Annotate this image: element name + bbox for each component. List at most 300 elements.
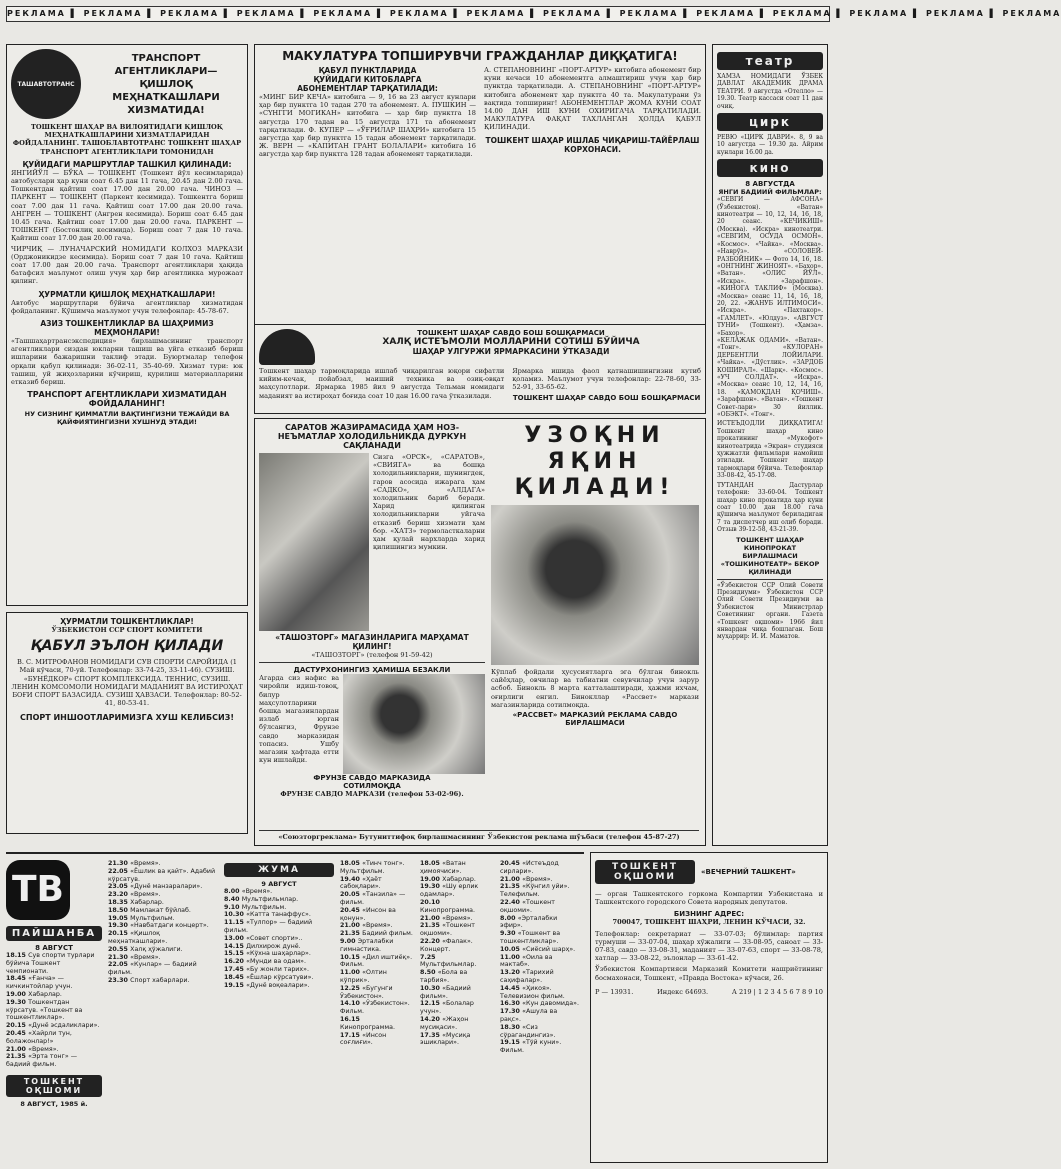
tv-program-time: 16.30 — [500, 1000, 523, 1008]
makulatura-body: «МИНГ БИР КЕЧА» китобига — 9, 16 ва 23 август кунлари ҳар бир пунктга 10 тадан 270 та абонемент. А. ПУШКИН — «СҮНГГИ МОГИКАН» китобига — ҳар бир пунктга 18 августда 170 тадан ва 15 августда 171 та абонемент тарқатилади. Ф. КУПЕР — «ЎҒРИЛАР ШАҲРИ» китобига 15 августда ҳар бир пунктга 15 тадан абонемент тарқатилади. Ж. ВЕРН — «КАПИТАН ГРАНТ БОЛАЛАРИ» китобига 16 августда ҳар бир пунктга 128 тадан абонемент тарқатилади. — [259, 93, 476, 159]
tv-program-item — [340, 1032, 414, 1048]
phones: Телефонлар: секретариат — 33-07-03; бўлимлар: партия турмуши — 33-07-04, шаҳар хўжалиги — 33-08-95, саноат — 33-07-83, савдо — 33-08-31, маданият — 33-07-63, спорт — 33-08-78, хатлар — 33-08-22, эълонлар — 33-61-42. — [595, 929, 823, 963]
routes-body-2: ЧИРЧИҚ — ЛУНАЧАРСКИЙ НОМИДАГИ КОЛХОЗ МАРКАЗИ (Орджоникидзе кесимида). Бориш соат 7 дан 10 гача. Қайтиш соат 17.00 дан 20.00 гача. Транспорт агентликлари ҳақида батафсил маълумот олиш учун ҳар бир агентликка мурожаат қилинг. — [11, 244, 243, 286]
tiraj: А 219 | 1 2 3 4 5 6 7 8 9 10 — [731, 987, 823, 996]
tv-program-item — [420, 1032, 494, 1048]
tv-program-item — [420, 922, 494, 938]
makulatura-sub: ҚАБУЛ ПУНКТЛАРИДА — [318, 66, 417, 75]
tv-program-title: «Сиёсий шарҳ». — [522, 945, 576, 953]
tv-program-title: «Кунлар» — бадиий фильм. — [108, 961, 197, 977]
tv-program-time: 8.40 — [224, 895, 242, 903]
tv-program-time: 13.20 — [500, 969, 523, 977]
tv-program-item — [108, 946, 218, 954]
tv-program-item — [500, 946, 580, 954]
tv-program-item — [224, 896, 334, 904]
tv-program-title: «Навбатдаги концерт». — [130, 922, 209, 930]
tv-program-title: Бадиий фильм. — [362, 930, 413, 938]
tv-program-title: Эрталабки гимнастика. — [340, 937, 394, 953]
tv-program-title: Хабарлар. — [130, 898, 164, 906]
masthead-logo: ТОШКЕНТ ОҚШОМИ — [595, 860, 695, 884]
tv-program-time: 21.30 — [108, 860, 131, 867]
tv-program-item — [6, 991, 102, 999]
tv-program-item — [500, 1008, 580, 1024]
tv-program-time: 22.05 — [108, 867, 131, 875]
tv-column-4 — [340, 860, 414, 1047]
tv-program-time: 18.30 — [500, 1023, 523, 1031]
tv-friday-banner: ЖУМА — [224, 863, 334, 877]
tv-program-item — [500, 860, 580, 876]
makulatura-title: МАКУЛАТУРА ТОПШИРУВЧИ ГРАЖДАНЛАР ДИҚҚАТИГА! — [282, 49, 678, 63]
tv-program-time: 18.35 — [108, 898, 131, 906]
tv-footer-date: 8 АВГУСТ, 1985 й. — [20, 1099, 88, 1108]
fair-ad — [254, 324, 706, 414]
tv-program-time: 23.20 — [108, 891, 131, 899]
tv-program-item — [340, 876, 414, 892]
tv-program-item — [108, 922, 218, 930]
tv-program-item — [420, 883, 494, 899]
tv-program-time: 21.35 — [340, 930, 363, 938]
tv-program-title: «Дунё эсдаликлари». — [28, 1022, 100, 1030]
print-info: Ўзбекистон Компартияси Марказий Комитети нашриётининг босмахонаси, Тошкент, «Правда Востока» кўчаси, 26. — [595, 965, 823, 982]
newspaper-page — [6, 6, 1061, 1163]
tv-program-time: 16.15 — [340, 1015, 360, 1023]
tv-day-banner: ПАЙШАНБА — [6, 926, 102, 941]
tv-program-time: 10.30 — [420, 984, 443, 992]
tv-program-time: 17.15 — [340, 1031, 363, 1039]
tv-program-title: «Дунё воқеалари». — [246, 981, 310, 989]
tv-program-title: «Олтин кўприк». — [340, 969, 387, 984]
tv-program-time: 18.05 — [340, 860, 363, 867]
entertainment-column — [712, 44, 828, 846]
tv-program-title: «Время». — [28, 1045, 59, 1053]
fridge-photo — [259, 453, 369, 631]
tv-program-time: 18.50 — [108, 906, 131, 914]
tv-program-title: «Танзила» — фильм. — [340, 891, 406, 906]
tv-program-time: 20.45 — [6, 1029, 29, 1037]
tv-program-time: 11.00 — [500, 953, 523, 961]
routes2-title: ҲУРМАТЛИ ҚИШЛОҚ МЕҲНАТКАШЛАРИ! — [38, 289, 216, 299]
tv-program-title: «Дил иштиёқ». Фильм. — [340, 953, 413, 969]
binocular-photo — [491, 505, 699, 665]
tv-program-title: «Мусиқа эшиклари». — [420, 1031, 471, 1047]
tv-program-time: 19.30 — [6, 998, 29, 1006]
tv-program-title: «Ҳаёт сабоқлари». — [340, 875, 382, 891]
tv-program-item — [224, 950, 334, 958]
logo-text: ТАШАВТОТРАНС — [17, 80, 75, 88]
tv-program-title: «Время». — [130, 891, 161, 899]
tv-program-item — [500, 883, 580, 899]
tv-program-time: 11.15 — [224, 919, 247, 927]
fair-foot: ТОШКЕНТ ШАҲАР САВДО БОШ БОШҚАРМАСИ — [512, 393, 701, 402]
fair-sub: ШАҲАР УЛГУРЖИ ЯРМАРКАСИНИ ЎТКАЗАДИ — [412, 347, 610, 356]
tv-program-time: 19.30 — [108, 922, 131, 930]
tv-program-item — [420, 1016, 494, 1032]
cinema-date: 8 АВГУСТДА — [745, 180, 795, 189]
circus-banner: цирк — [717, 113, 823, 131]
tv-program-item — [6, 1046, 102, 1054]
tv-program-item — [6, 999, 102, 1022]
tv-program-time: 21.35 — [420, 922, 443, 930]
tv-program-time: 23.05 — [108, 883, 131, 891]
address-head: БИЗНИНГ АДРЕС: — [673, 910, 745, 919]
tv-program-title: «Қишлоқ меҳнаткашлари». — [108, 930, 168, 945]
tv-program-time: 13.00 — [224, 934, 247, 942]
sport-body: В. С. МИТРОФАНОВ НОМИДАГИ СУВ СПОРТИ САРОЙИДА (1 Май кўчаси, 70-уй. Телефонлар: 33-74-25, 33-11-46). СУЗИШ. «БУНЁДКОР» СПОРТ КОМПЛЕКСИДА. ТЕННИС, СУЗИШ. ЛЕНИН КОМСОМОЛИ НОМИДАГИ МАДАНИЯТ ВА ИСТИРОҲАТ БОҒИ СПОРТ БАЗАСИДА. СУЗИШ ҲАВЗАСИ. Телефонлар: 80-52-41, 80-53-41. — [11, 658, 243, 708]
tv-program-time: 21.00 — [500, 875, 523, 883]
routes-title: ҚУЙИДАГИ МАРШРУТЛАР ТАШКИЛ ҚИЛИНАДИ: — [22, 159, 232, 169]
tv-program-time: 17.45 — [224, 965, 247, 973]
tv-program-time: 19.40 — [340, 875, 363, 883]
tv-program-item — [500, 954, 580, 970]
tv-program-title: «Кўхна шаҳарлар». — [246, 950, 311, 958]
sport-head: ҲУРМАТЛИ ТОШКЕНТЛИКЛАР! — [60, 617, 194, 626]
tv-footer-logo: ТОШКЕНТ ОҚШОМИ — [6, 1075, 102, 1097]
tv-program-time: 12.25 — [340, 984, 363, 992]
tv-program-title: Мультфильмлар. — [241, 895, 299, 903]
editorial-note: «Ўзбекистон ССР Олий Совети Президиуми» Ўзбекистон ССР Олий Совети Президиуми ва Ўзбекистон Министрлар Советининг органи. Газета «Тошкент оқшоми» 1966 йил январдан чиқа бошлаган. Бош муҳаррир: И. И. Маматов. — [717, 579, 823, 641]
cinema-body3: ИСТЕЪДОДЛИ ДИҚҚАТИГА! Тошкент шаҳар кино прокатининг «Мукофот» кинотеатрида «Экран» студияси ҳужжатли фильмлари намойиш этилади. Тошкент шаҳар тармоқлари бўйича. Телефонлар 33-08-42, 45-17-08. — [717, 420, 823, 480]
tv-program-title: «Ғанча» — кичкинтойлар учун. — [6, 975, 73, 991]
tv-program-time: 10.30 — [224, 911, 247, 919]
tv-program-item — [108, 977, 218, 985]
tv-program-title: «Бугунги Ўзбекистон». — [340, 984, 393, 1000]
tv-program-title: «Инсон соғлиғи». — [340, 1031, 387, 1047]
sport-sub: ЎЗБЕКИСТОН ССР СПОРТ КОМИТЕТИ — [51, 626, 203, 634]
tv-program-time: 7.25 — [420, 953, 436, 961]
tv-program-time: 20.45 — [340, 906, 363, 914]
tv-program-time: 11.00 — [340, 969, 363, 977]
makulatura-ad — [254, 44, 706, 328]
tv-program-title: «Инсон ва қонун». — [340, 906, 396, 922]
tv-program-title: «Жаҳон мусиқаси». — [420, 1015, 469, 1031]
tv-program-time: 19.00 — [6, 990, 29, 998]
tv-program-item — [108, 961, 218, 977]
tv-column-6 — [500, 860, 580, 1055]
tv-program-time: 14.10 — [340, 1000, 363, 1008]
tv-program-title: «Фалак». Концерт. — [420, 937, 473, 953]
tv-program-title: Тошкентдан кўрсатув. «Тошкент ва тошкентликлар». — [6, 998, 83, 1022]
tv-program-item — [340, 985, 414, 1001]
tv-program-title: «Сиз сўрагандингиз». — [500, 1023, 556, 1039]
tv-program-time: 14.45 — [500, 984, 523, 992]
tv-program-title: «Бола ва тарбия». — [420, 969, 468, 984]
tv-program-item — [108, 868, 218, 884]
tv-program-title: «Тинч тонг». Мультфильм. — [340, 860, 405, 875]
routes-body: ЯНГИЙЎЛ — БЎКА — ТОШКЕНТ (Тошкент йўл кесимларида) автобуслари ҳар куни соат 6.45 дан 11 гача, 20.45 дан 2.00 гача. Тошкентдан қайтиш соат 17.00 дан 20.00 гача. ЧИНОЗ — ПАРКЕНТ — ТОШКЕНТ (Паркент кесимида). Тошкентга бориш соат 7.00 дан 11 гача. Қайтиш соат 17.00 дан 20.00 гача. АНГРЕН — ТОШКЕНТ (Ангрен кесимида). Бориш соат 6.45 дан 10.45 гача. Қайтиш соат 17.00 дан 20.00 гача. ПАРКЕНТ — ТОШКЕНТ (Бостонлиқ кесимида). Бориш соат 7 дан 10 гача. Қайтиш соат 17.00 дан 20.00 гача. — [11, 168, 243, 243]
tv-program-title: «Совет спорти».. — [246, 934, 303, 942]
tv-program-item — [340, 907, 414, 923]
tv-program-time: 19.15 — [224, 981, 247, 989]
tv-program-time: 17.35 — [420, 1031, 443, 1039]
cinema-banner: кино — [717, 159, 823, 177]
tv-program-item — [224, 982, 334, 990]
tv-column-5 — [420, 860, 494, 1047]
fair-body: Тошкент шаҳар тармоқларида ишлаб чиқарилган юқори сифатли кийим-кечак, пойабзал, маиший техника ва озиқ-овқат маҳсулотлари. Ярмарка 1985 йил 9 августда Тельман номидаги маданият ва истироҳат боғида соат 10 дан 16.00 гача ўтказилади. — [259, 367, 505, 400]
tv-program-time: 20.45 — [500, 860, 523, 867]
tv-program-item — [108, 907, 218, 915]
tv-program-time: 14.20 — [420, 1015, 443, 1023]
tv-program-item — [6, 975, 102, 991]
tv-program-time: 12.15 — [420, 1000, 443, 1008]
tv-program-item — [108, 930, 218, 946]
circus-body: РЕВЮ «ЦИРК ДАВРИ». 8, 9 ва 10 августда — 19.30 да. Айрим кунлари 16.00 да. — [717, 134, 823, 156]
tv-program-title: Мамлакат бўйлаб. — [130, 906, 191, 914]
tv-program-item — [500, 899, 580, 915]
tv-program-title: Спорт хабарлари. — [130, 976, 190, 984]
tv-program-item — [500, 1000, 580, 1008]
tv-program-title: «Ёшлар кўрсатуви». — [246, 973, 314, 981]
tv-program-title: «Время». — [522, 875, 553, 883]
tv-program-title: «Время». — [362, 922, 393, 930]
tv-program-title: «Кун давомида». — [522, 1000, 579, 1008]
makulatura-body2: А. СТЕПАНОВНИНГ «ПОРТ-АРТУР» китобига абонемент бир куни кечаси 10 абонементга алмаштириш учун ҳар бир пунктда тарқатилади. А. СТЕПАНОВНИНГ «ПОРТ-АРТУР» китобига абонемент ҳар пунктга 40 та. Макулатурани ўз вақтида топширинг! АБОНЕМЕНТЛАР ЖОМА КУНИ СОАТ 14.00 ДАН ИШ КУНИ ОХИРИГАЧА ТАРҚАТИЛАДИ. МАКУЛАТУРА ФАҚАТ ТАХЛАНГАН ҲОЛДА ҚАБУЛ ҚИЛИНАДИ. — [484, 66, 701, 132]
reklama-bottom-line: «Союзторгреклама» Бутуниттифоқ бирлашмасининг Ўзбекистон реклама шўъбаси (телефон 45-87-27) — [259, 830, 699, 841]
tv-program-item — [6, 1022, 102, 1030]
tv-program-time: 17.30 — [500, 1008, 523, 1016]
tv-column-3 — [224, 888, 334, 989]
tv-program-title: «Ўзбекистон». Фильм. — [340, 1000, 410, 1016]
cinema-body2: «КЕЛАЖАК ОДАМИ». «Ватан». «Тонг». «КУЛОРАН» ДЕРБЕНТЛИ ЛОЙИЛАРИ. «Чайка». «Дўстлик». «ЗАРДОБ КОШИРАЛ». «Шарқ». «Космос». «УЧ СОЛДАТ». «Искра». «Москва» сеанс 10, 12, 14, 16, 18. «ҚАМОҚДАН ҚОЧИШ». «Зарафшон». «Ватан». «Тошкент Совет-лари» 30 йиллик. «ОБЭКТ». «Тонг». — [717, 336, 823, 419]
tv-program-item — [340, 922, 414, 930]
tv-program-title: «Тошкент оқшоми». — [420, 922, 475, 938]
tv-column-1 — [6, 952, 102, 1069]
shop-tel: «ТАШОЗТОРГ» (телефон 91-59-42) — [311, 651, 433, 659]
tv-program-time: 20.15 — [108, 930, 131, 938]
tv-program-title: «Бу жонли тарих». — [246, 965, 309, 973]
tv-column-2 — [108, 860, 218, 985]
tv-program-item — [6, 952, 102, 975]
tv-program-title: Мультфильмлар. — [420, 961, 477, 969]
tv-program-time: 21.30 — [108, 953, 131, 961]
masthead-name-ru: «ВЕЧЕРНИЙ ТАШКЕНТ» — [701, 868, 796, 876]
tv-program-title: Мультфильм. — [241, 903, 287, 911]
tv-program-title: «Тошкент оқшоми». — [500, 898, 555, 914]
tv-program-title: «Хайрли тун, болажонлар!» — [6, 1029, 72, 1045]
address: 700047, ТОШКЕНТ ШАҲРИ, ЛЕНИН КЎЧАСИ, 32. — [612, 918, 806, 927]
tv-program-title: «Ҳикоя». Телевизион фильм. — [500, 984, 565, 1000]
tv-program-item — [420, 1000, 494, 1016]
transport-ad-body: ТОШКЕНТ ШАҲАР ВА ВИЛОЯТИДАГИ ҚИШЛОҚ МЕҲНАТКАШЛАРИНИ ХИЗМАТЛАРИДАН ФОЙДАЛАНИНГ. ТАШОБЛАВТОТРАНС ТОШКЕНТ ШАҲАР ТРАНСПОРТ АГЕНТЛИКЛАРИ ТОМОНИДАН — [12, 123, 242, 156]
tv-program-title: «Время». — [442, 914, 473, 922]
glass-foot: ФРУНЗЕ САВДО МАРКАЗИДА — [313, 774, 431, 783]
tv-program-item — [108, 899, 218, 907]
tv-program-time: 21.00 — [340, 922, 363, 930]
tv-program-time: 18.15 — [6, 952, 29, 959]
tv-program-item — [420, 969, 494, 985]
binocular-body: Кўплаб фойдали ҳусусиятларга эга бўлган бинокль сайёҳлар, овчилар ва табиатни севувчилар учун зарур асбоб. Бинокль 8 марта катталаштиради, ҳажми ихчам, оғирлиги енгил. Бинокллар «Рассвет» маркази магазинларида сотилмоқда. — [491, 668, 699, 709]
tv-program-item — [340, 938, 414, 954]
tv-program-item — [420, 876, 494, 884]
tv-program-title: Хабарлар. — [442, 875, 476, 883]
tv-program-item — [224, 919, 334, 935]
tv-program-title: «Бадиий фильм». — [420, 984, 471, 1000]
tv-program-time: 8.00 — [500, 914, 518, 922]
fridge-body: Сизга «ОРСК», «САРАТОВ», «СВИЯГА» ва бошқа холодильникларни, шунингдек, гаров асосида ижарага ҳам «САДКО», «АЛДАГА» холодильник бариб беради. Харид қилинган холодильникларни уйгача етказиб бериш хизмати ҳам бор. «ХАТЗ» термоласткаларни ҳам қулай нархларда харид қилишингиз мумкин. — [373, 453, 485, 552]
theatre-body: ХАМЗА НОМИДАГИ ЎЗБЕК ДАВЛАТ АКАДЕМИК ДРАМА ТЕАТРИ. 9 августда «Отелло» — 19.30. Театр кассаси соат 11 дан очиқ. — [717, 73, 823, 110]
fridge-title: САРАТОВ ЖАЗИРАМАСИДА ҲАМ НОЗ-НЕЪМАТЛАР ХОЛОДИЛЬНИКДА ДУРКУН САҚЛАНАДИ — [277, 423, 467, 450]
tv-program-item — [340, 1000, 414, 1016]
tv-date: 8 АВГУСТ — [35, 944, 73, 952]
tv-program-item — [420, 915, 494, 923]
tv-program-time: 8.00 — [224, 888, 242, 895]
routes2-foot2: НУ СИЗНИНГ ҚИММАТЛИ ВАҚТИНГИЗНИ ТЕЖАЙДИ ВА ҚАЙФИЯТИНГИЗНИ ХУШНУД ЭТАДИ! — [24, 410, 230, 427]
tv-program-title: «Эрталабки эфир». — [500, 914, 558, 930]
tv-program-time: 21.35 — [6, 1053, 29, 1061]
order-number: Р — 13931. — [595, 987, 634, 996]
tv-program-title: «Катта танаффус». — [246, 911, 311, 919]
tv-program-item — [108, 883, 218, 891]
tv-program-item — [500, 969, 580, 985]
tv-logo: ТВ — [6, 860, 70, 920]
cinema-foot2: «ТОШКИНОТЕАТР» БЕКОР ҚИЛИНАДИ — [720, 559, 820, 576]
tv-program-title: «Ватан ҳимоячиси». — [420, 860, 466, 875]
tashavtotrans-logo — [11, 49, 81, 119]
cinema-sub: ЯНГИ БАДИИЙ ФИЛЬМЛАР: — [718, 188, 822, 197]
tv-program-title: «Тарихий саҳифалар». — [500, 969, 554, 984]
tv-program-title: Кинопрограмма. — [420, 906, 476, 914]
tv-program-item — [420, 860, 494, 876]
sport-foot: СПОРТ ИНШООТЛАРИМИЗГА ХУШ КЕЛИБСИЗ! — [20, 713, 234, 723]
masthead — [590, 852, 828, 1163]
glass-title: ДАСТУРХОНИНГИЗ ҲАМИША БЕЗАКЛИ — [293, 666, 451, 675]
fair-org: ТОШКЕНТ ШАҲАР САВДО БОШ БОШҚАРМАСИ — [417, 329, 605, 337]
tv-program-time: 21.00 — [420, 914, 443, 922]
tv-program-time: 21.35 — [500, 883, 523, 891]
tv-program-item — [340, 891, 414, 907]
tv-program-item — [224, 904, 334, 912]
tv-program-title: «Ашула ва рақс». — [500, 1008, 558, 1023]
cinema-body: «СЕВГИ — АФСОНА» (Ўзбекистон). «Ватан» кинотеатри — 10, 12, 14, 16, 18, 20 сеанс. «КЕЧИКИШ» (Москва). «Искра» кинотеатри. «СЕВГИМ, ОСУДА ОСМОН». «Космос». «Чайка». «Москва». «Наврўз». «СОЛОВЕЙ-РАЗБОЙНИК» — Фото 14, 16, 18. «ОНГНИНГ ЖИНОЯТ». «Бахор». «Ватан». «ОЛИС ЙЎЛ». «Искра». «Зарафшон». «КИНОГА ТАКЛИФ» (Москва). «Москва» сеанс 11, 14, 16, 18, 20, 22. «ЖАНУБ ИЛТИМОСИ». «Искра». «Пахтакор». «ГАМЛЕТ». «Юлдуз». «АВГУСТ ТУНИ» (Тошкент). «Ҳамза». «Бахор». — [717, 196, 823, 337]
tv-program-time: 22.40 — [500, 898, 523, 906]
tv-program-time: 18.05 — [420, 860, 443, 867]
advertising-strip: РЕКЛАМА ▌ РЕКЛАМА ▌ РЕКЛАМА ▌ РЕКЛАМА ▌ РЕКЛАМА ▌ РЕКЛАМА ▌ РЕКЛАМА ▌ РЕКЛАМА ▌ РЕКЛАМА ▌ РЕКЛАМА ▌ РЕКЛАМА ▌ РЕКЛАМА ▌ РЕКЛАМА ▌ РЕКЛАМА — [6, 6, 830, 22]
tv-program-time: 20.05 — [340, 891, 363, 899]
tv-program-item — [420, 899, 494, 915]
makulatura-sub3: АБОНЕМЕНТЛАР ТАРҚАТИЛАДИ: — [297, 84, 438, 93]
transport-ad — [6, 44, 248, 606]
tv-program-time: 23.30 — [108, 976, 131, 984]
tv-program-title: «Эрта тонг» — бадиий фильм. — [6, 1053, 77, 1069]
tv-program-time: 21.00 — [6, 1045, 29, 1053]
tv-program-item — [420, 954, 494, 970]
tv-program-item — [340, 954, 414, 970]
tv-friday-date: 9 АВГУСТ — [261, 880, 297, 888]
tv-program-title: «Тўй куни». Фильм. — [500, 1039, 562, 1055]
glassware-photo — [343, 674, 485, 774]
masthead-desc: — орган Ташкентского горкома Компартии Узбекистана и Ташкентского городского Совета народных депутатов. — [595, 890, 823, 907]
tv-program-time: 14.15 — [224, 942, 247, 950]
tv-program-item — [500, 930, 580, 946]
tv-program-title: «Ёшлик ва қайт». Адабий кўрсатув. — [108, 867, 216, 883]
tv-program-title: Кинопрограмма. — [340, 1023, 396, 1031]
tv-program-time: 9.00 — [340, 937, 358, 945]
tv-program-item — [224, 974, 334, 982]
fair-logo — [259, 329, 315, 365]
tv-program-item — [6, 1053, 102, 1069]
tv-program-title: Мультфильм. — [130, 914, 175, 922]
tv-program-item — [340, 930, 414, 938]
tv-program-title: Сув спорти турлари бўйича Тошкент чемпионати. — [6, 952, 95, 975]
makulatura-body3: ТОШКЕНТ ШАҲАР ИШЛАБ ЧИҚАРИШ-ТАЙЁРЛАШ КОРХОНАСИ. — [485, 135, 700, 154]
binocular-title: УЗОҚНИ ЯҚИН ҚИЛАДИ! — [514, 423, 676, 500]
tv-program-item — [6, 1030, 102, 1046]
tv-program-item — [224, 888, 334, 896]
tv-program-time: 15.15 — [224, 950, 247, 958]
tv-program-title: Халқ ҳўжалиги. — [130, 945, 183, 953]
cinema-body4: ТУТАНДАН Дастурлар телефони: 33-60-04. Тошкент шаҳар кино прокатида ҳар куни соат 10.00 дан 18.00 гача қўшимча маълумот бериладиган 7 та диспетчер иш олиб боради. Отзыв 39-12-58, 43-21-39. — [717, 481, 823, 534]
tv-program-time: 16.20 — [224, 958, 247, 966]
tv-program-time: 20.55 — [108, 945, 131, 953]
tv-program-item — [108, 891, 218, 899]
fair-title: ХАЛҚ ИСТЕЪМОЛИ МОЛЛАРИНИ СОТИШ БЎЙИЧА — [382, 337, 640, 347]
theatre-banner: театр — [717, 52, 823, 70]
tv-program-item — [420, 938, 494, 954]
tv-program-item — [420, 985, 494, 1001]
tv-program-time: 9.10 — [224, 903, 242, 911]
tv-program-time: 19.30 — [420, 883, 443, 891]
tv-program-time: 22.20 — [420, 937, 443, 945]
tv-program-time: 8.50 — [420, 969, 438, 977]
tv-program-title: «Время». — [241, 888, 273, 895]
tv-program-title: «Мунди ва одам». — [246, 958, 306, 966]
tv-program-title: «Время». — [130, 860, 161, 867]
tv-program-title: Дилхирож дунё. — [246, 942, 301, 950]
glass-body: Агарда сиз нафис ва чиройли идиш-товоқ, билур маҳсулотларини бошқа магазинлардан излаб юрган бўлсангиз, Фрунзе савдо марказидан топасиз. Ушбу магазин ҳафтада етти кун ишлайди. — [259, 674, 339, 765]
transport-ad-title: ТРАНСПОРТ АГЕНТЛИКЛАРИ— ҚИШЛОҚ МЕҲНАТКАШЛАРИ ХИЗМАТИДА! — [112, 52, 220, 116]
tv-program-time: 22.05 — [108, 961, 131, 969]
tv-program-title: «Тошкент ва тошкентликлар». — [500, 930, 561, 945]
tv-program-item — [224, 935, 334, 943]
tv-program-time: 19.15 — [500, 1039, 523, 1047]
tv-program-item — [500, 1024, 580, 1040]
tv-program-item — [108, 860, 218, 868]
tv-program-time: 10.15 — [340, 953, 363, 961]
tv-program-time: 18.45 — [6, 975, 29, 983]
tv-program-time: 19.00 — [420, 875, 443, 883]
tv-program-item — [340, 1016, 414, 1032]
tv-program-item — [340, 969, 414, 985]
cinema-foot: ТОШКЕНТ ШАҲАР КИНОПРОКАТ БИРЛАШМАСИ — [736, 535, 804, 560]
glass-foot2: СОТИЛМОҚДА — [343, 782, 401, 791]
routes2-head: АЗИЗ ТОШКЕНТЛИКЛАР ВА ШАҲРИМИЗ МЕҲМОНЛАРИ! — [40, 319, 214, 338]
tv-section — [6, 852, 584, 1165]
tv-program-title: «Дунё манзаралари». — [130, 883, 203, 891]
tv-program-title: Хабарлар. — [28, 990, 62, 998]
tv-program-time: 20.10 — [420, 898, 440, 906]
tv-program-item — [224, 958, 334, 966]
makulatura-sub2: ҚУЙИДАГИ КИТОБЛАРГА — [313, 75, 422, 84]
tv-program-title: «Оила ва мактаб». — [500, 953, 553, 969]
tv-program-item — [500, 915, 580, 931]
tv-program-time: 20.15 — [6, 1022, 29, 1030]
sport-title: ҚАБУЛ ЭЪЛОН ҚИЛАДИ — [30, 638, 224, 655]
tv-program-time: 19.05 — [108, 914, 131, 922]
tv-program-item — [224, 966, 334, 974]
routes2-body: Автобус маршрутлари бўйича агентликлар хизматидан фойдаланинг. Қўшимча маълумот учун телефонлар: 45-78-67. — [11, 298, 243, 315]
tv-program-title: «Истеъдод сирлари». — [500, 860, 559, 875]
sport-ad — [6, 612, 248, 834]
routes2-body2: «Ташшаҳартрансэкспедиция» бирлашмасининг транспорт агентликлари сиздан юкларни ташиш ва уйга етказиб бериш ишларини бажаришни таклиф этади. Буюртмалар телефон орқали қабул қилинади: 36-02-11, 35-40-69. Хизмат тури: юк ташиш, уй жиҳозларини кўчириш, қурилиш материалларини етказиб бериш. — [11, 337, 243, 387]
tv-program-title: «Кўнгил уйи». Телефильм. — [500, 883, 570, 899]
tv-program-title: «Тулпор» — бадиий фильм. — [224, 919, 313, 934]
tv-program-item — [500, 1039, 580, 1055]
tv-program-item — [340, 860, 414, 876]
routes2-foot: ТРАНСПОРТ АГЕНТЛИКЛАРИ ХИЗМАТИДАН ФОЙДАЛАНИНГ! — [27, 390, 227, 409]
tv-program-title: «Болалар учун». — [420, 1000, 474, 1016]
tv-program-time: 9.30 — [500, 930, 518, 938]
index-number: Индекс 64693. — [657, 987, 709, 996]
glass-foot3: ФРУНЗЕ САВДО МАРКАЗИ (телефон 53-02-96). — [280, 790, 464, 799]
